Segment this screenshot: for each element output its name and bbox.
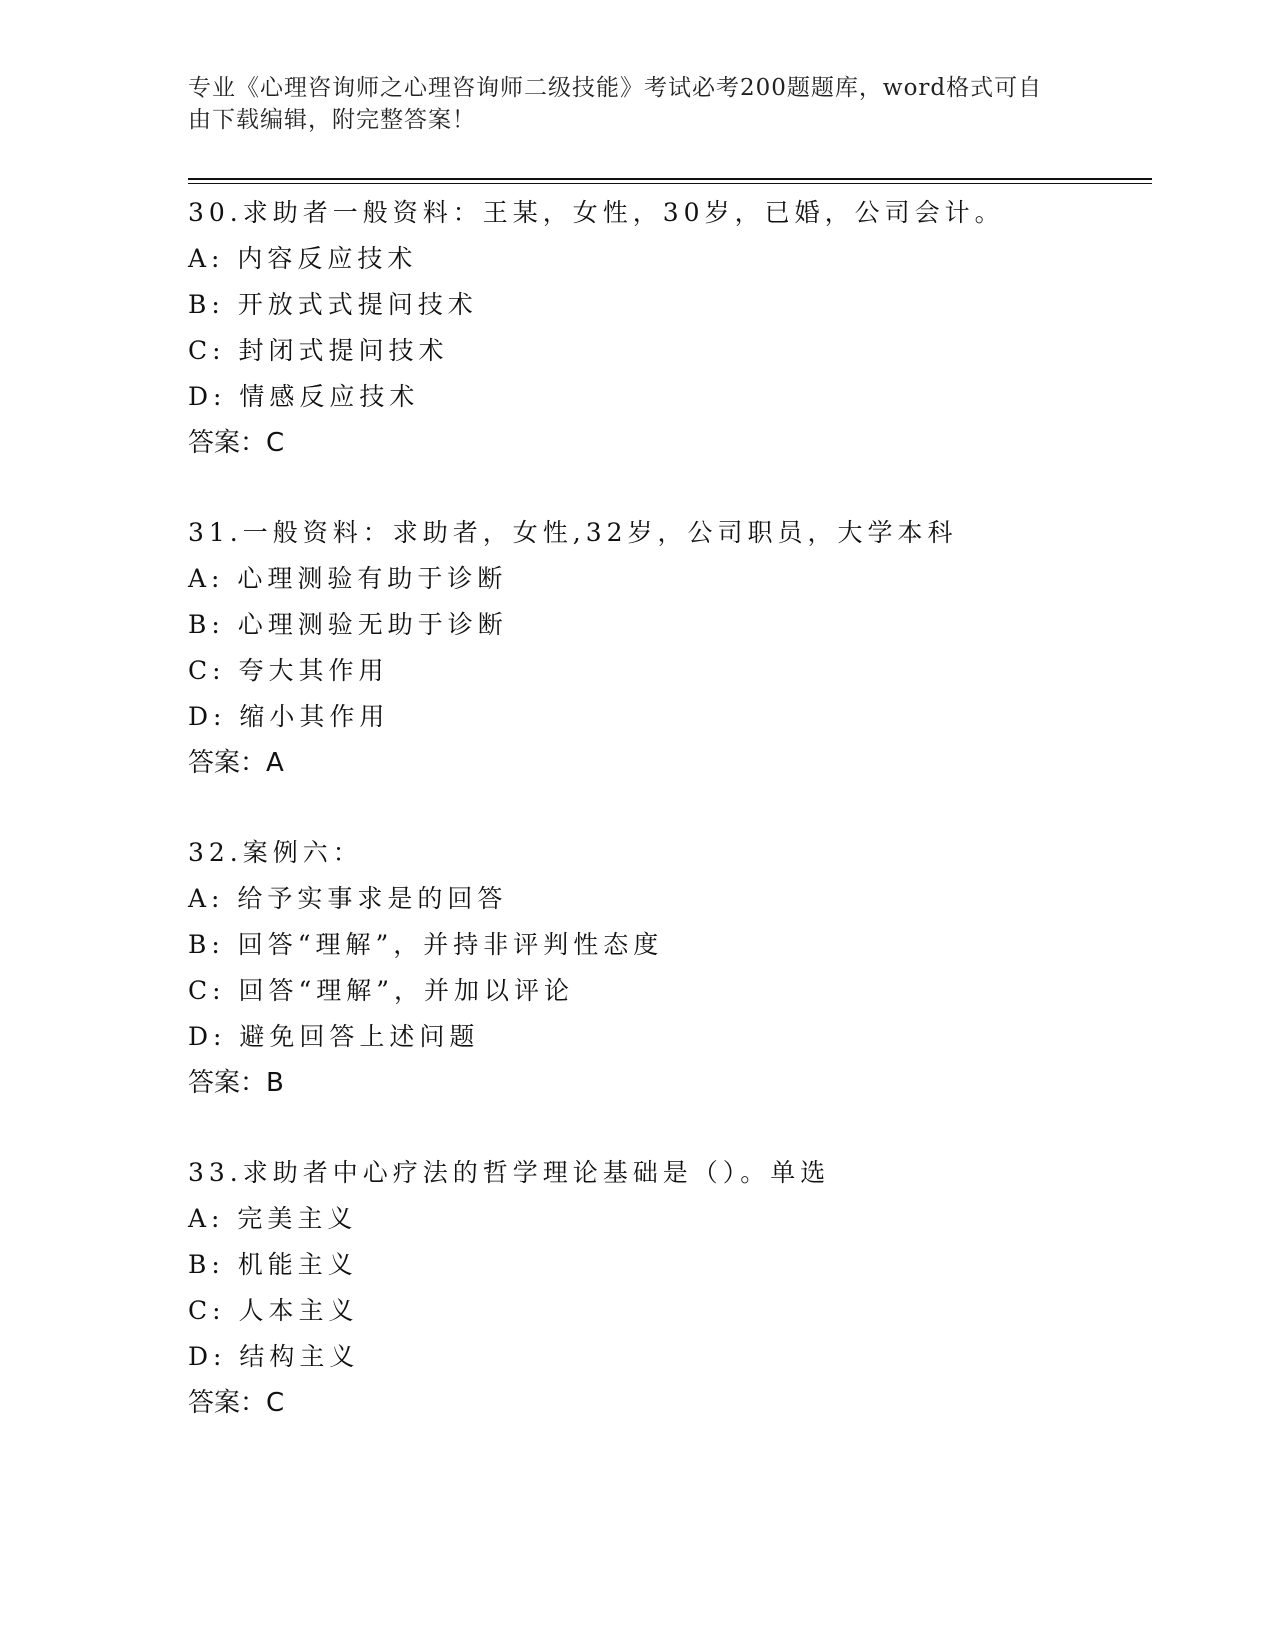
option-d: D: 避免回答上述问题 [188, 1022, 480, 1051]
option-a: A: 内容反应技术 [188, 244, 418, 273]
option-a: A: 给予实事求是的回答 [188, 884, 508, 913]
question-stem: 31.一般资料：求助者，女性,32岁，公司职员，大学本科 [188, 518, 958, 547]
question-list [188, 190, 1152, 1470]
option-c: C: 封闭式提问技术 [188, 336, 449, 365]
option-a: A: 完美主义 [188, 1204, 358, 1233]
option-c: C: 夸大其作用 [188, 656, 389, 685]
option-d: D: 结构主义 [188, 1342, 360, 1371]
option-b: B: 回答“理解”，并持非评判性态度 [188, 930, 664, 959]
question-stem: 30.求助者一般资料：王某，女性，30岁，已婚，公司会计。 [188, 198, 1005, 227]
option-b: B: 开放式式提问技术 [188, 290, 478, 319]
option-c: C: 人本主义 [188, 1296, 359, 1325]
document-header [188, 72, 1068, 136]
question-stem: 32.案例六： [188, 838, 363, 867]
option-b: B: 心理测验无助于诊断 [188, 610, 508, 639]
question-32 [188, 830, 1152, 1106]
option-a: A: 心理测验有助于诊断 [188, 564, 508, 593]
question-stem: 33.求助者中心疗法的哲学理论基础是（）。单选 [188, 1158, 831, 1187]
answer-line: 答案：C [188, 1388, 285, 1418]
answer-line: 答案：B [188, 1068, 284, 1098]
header-line-1: 专业《心理咨询师之心理咨询师二级技能》考试必考200题题库，word格式可自 [188, 75, 1043, 101]
header-divider-thick [188, 178, 1152, 180]
question-30 [188, 190, 1152, 466]
option-c: C: 回答“理解”，并加以评论 [188, 976, 575, 1005]
option-d: D: 情感反应技术 [188, 382, 420, 411]
answer-line: 答案：C [188, 428, 285, 458]
header-line-2: 由下载编辑，附完整答案！ [188, 107, 476, 133]
question-33 [188, 1150, 1152, 1426]
header-divider-thin [188, 183, 1152, 184]
option-b: B: 机能主义 [188, 1250, 358, 1279]
question-31 [188, 510, 1152, 786]
option-d: D: 缩小其作用 [188, 702, 390, 731]
answer-line: 答案：A [188, 748, 284, 778]
